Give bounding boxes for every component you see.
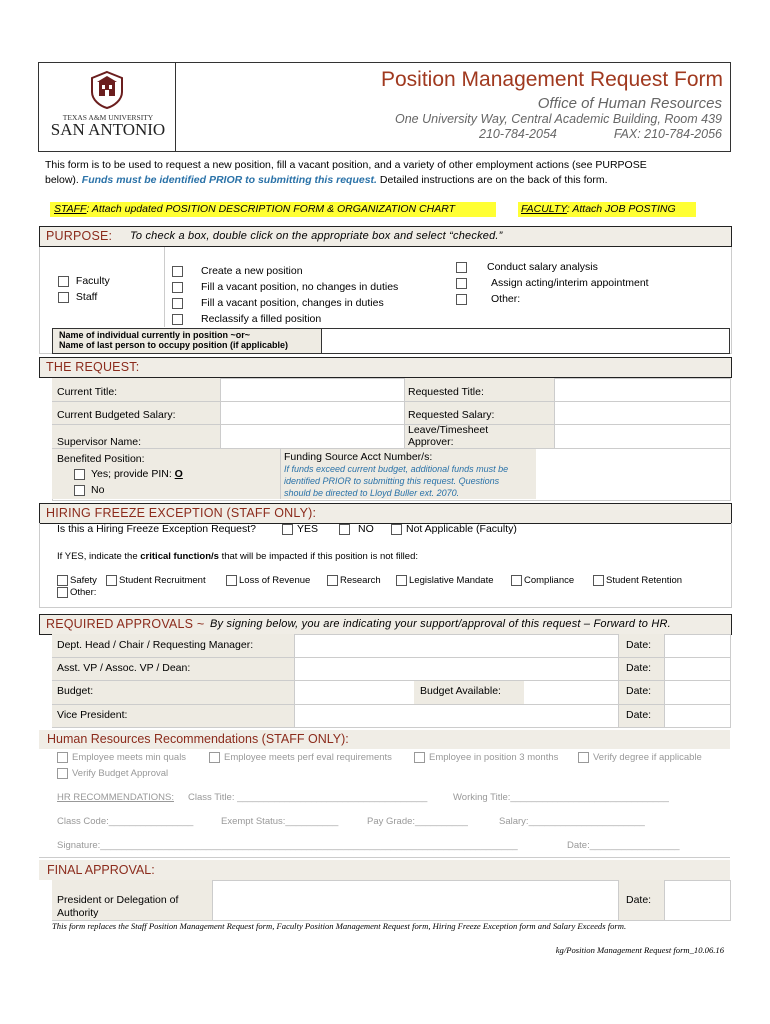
requested-title-label: Requested Title: (408, 386, 484, 398)
fn-other[interactable] (57, 587, 96, 598)
footer-doc-id: kg/Position Management Request form_10.06.16 (555, 945, 724, 955)
intro-line2-a: below). (45, 174, 79, 186)
hr-check-min-quals[interactable] (57, 752, 186, 763)
intro-line1: This form is to be used to request a new position, fill a vacant position, and a variety of other employment actions (see PURPOSE (45, 159, 647, 171)
final-title: FINAL APPROVAL: (47, 863, 155, 877)
freeze-yes-label: YES (297, 523, 319, 535)
action-fill-no-change-box[interactable] (172, 282, 183, 293)
hr-check-perf-box[interactable] (209, 752, 220, 763)
freeze-na[interactable] (391, 523, 517, 535)
appr-dept-head: Dept. Head / Chair / Requesting Manager: (57, 639, 254, 651)
leave-approver-input[interactable] (555, 425, 729, 448)
benefited-no-box[interactable] (74, 485, 85, 496)
final-president-1: President or Delegation of (57, 894, 179, 906)
hr-recs-label: HR RECOMMENDATIONS: (57, 792, 174, 803)
hr-class-code[interactable]: Class Code:________________ (57, 816, 194, 827)
action-fill-change-box[interactable] (172, 298, 183, 309)
faculty-text: : Attach JOB POSTING (566, 203, 676, 215)
purpose-divider (164, 247, 165, 327)
appr-sign-2[interactable] (295, 658, 618, 680)
fn-compliance-label: Compliance (524, 575, 575, 587)
appr-vline-3 (664, 634, 665, 727)
fn-safety-label: Safety (70, 575, 97, 587)
logo-divider (175, 62, 176, 151)
freeze-na-box[interactable] (391, 524, 402, 535)
staff-text: : Attach updated POSITION DESCRIPTION FORM & ORGANIZATION CHART (86, 203, 456, 215)
fn-legislative-label: Legislative Mandate (409, 575, 494, 587)
hr-check-3mo-label: Employee in position 3 months (429, 752, 559, 764)
hr-check-min-quals-box[interactable] (57, 752, 68, 763)
appr-date-3: Date: (626, 685, 652, 697)
benefited-no-label: No (91, 484, 105, 496)
funding-input[interactable] (537, 449, 729, 499)
action-fill-change[interactable] (172, 297, 384, 309)
approvals-subtitle: By signing below, you are indicating your support/approval of this request – Forward to HR. (210, 618, 671, 630)
hr-check-degree[interactable] (578, 752, 702, 763)
supervisor-input[interactable] (221, 425, 404, 448)
fn-other-box[interactable] (57, 587, 68, 598)
freeze-no-box[interactable] (339, 524, 350, 535)
faculty-label: FACULTY (521, 203, 567, 215)
requested-title-input[interactable] (555, 379, 729, 401)
action-reclassify[interactable] (172, 313, 321, 325)
final-date-input[interactable] (665, 881, 729, 919)
freeze-no-label: NO (358, 523, 374, 535)
action-create[interactable] (172, 265, 303, 277)
freeze-na-label: Not Applicable (Faculty) (406, 523, 517, 535)
fn-compliance[interactable] (511, 575, 574, 586)
appr-sign-1[interactable] (295, 635, 618, 657)
office-fax: FAX: 210-784-2056 (613, 127, 722, 141)
approvals-header (39, 614, 732, 635)
freeze-yes[interactable] (282, 523, 318, 535)
current-title-input[interactable] (221, 379, 404, 401)
hr-salary[interactable]: Salary:______________________ (499, 816, 645, 827)
final-date: Date: (626, 894, 652, 906)
action-acting-box[interactable] (456, 278, 467, 289)
fn-retention-box[interactable] (593, 575, 604, 586)
university-seal-icon (86, 70, 128, 110)
action-reclassify-label: Reclassify a filled position (201, 313, 322, 325)
appr-budget-available: Budget Available: (420, 685, 501, 697)
current-title-label: Current Title: (57, 386, 118, 398)
hr-check-perf-label: Employee meets perf eval requirements (224, 752, 392, 764)
fn-safety-box[interactable] (57, 575, 68, 586)
hr-header (39, 730, 730, 749)
logo-line2: SAN ANTONIO (50, 120, 166, 139)
faculty-box[interactable] (58, 276, 69, 287)
funding-note-1: If funds exceed current budget, additional funds must be (284, 464, 509, 474)
appr-date-4: Date: (626, 709, 652, 721)
fn-recruitment-label: Student Recruitment (119, 575, 206, 587)
freeze-title: HIRING FREEZE EXCEPTION (STAFF ONLY): (46, 506, 317, 520)
approvals-title: REQUIRED APPROVALS ~ (46, 617, 205, 631)
faculty-checkbox[interactable] (58, 275, 110, 287)
fn-other-label: Other: (70, 587, 97, 599)
action-acting-label: Assign acting/interim appointment (491, 277, 649, 289)
action-other[interactable] (456, 293, 520, 305)
benefited-label: Benefited Position: (57, 453, 145, 465)
action-salary-analysis-box[interactable] (456, 262, 467, 273)
final-sign[interactable] (213, 881, 618, 919)
fn-research-box[interactable] (327, 575, 338, 586)
name-input[interactable] (322, 328, 730, 354)
benefited-yes-label: Yes; provide PIN: (91, 468, 172, 480)
hr-pay-grade[interactable]: Pay Grade:__________ (367, 816, 468, 827)
staff-checkbox[interactable] (58, 291, 97, 303)
office-phone: 210-784-2054 (479, 127, 557, 141)
funding-label: Funding Source Acct Number/s: (284, 451, 433, 463)
freeze-if-yes (57, 551, 418, 562)
benefited-no[interactable] (74, 484, 104, 496)
logo-line1: TEXAS A&M UNIVERSITY (62, 113, 154, 122)
appr-vp: Vice President: (57, 709, 128, 721)
staff-option-label: Staff (75, 291, 98, 303)
fn-revenue-label: Loss of Revenue (239, 575, 311, 587)
name-label-box (52, 328, 322, 354)
funding-note-2: identified PRIOR to submitting this request. Questions (284, 476, 500, 486)
requested-salary-input[interactable] (555, 402, 729, 424)
fn-legislative-box[interactable] (396, 575, 407, 586)
hr-check-budget-label: Verify Budget Approval (72, 768, 169, 780)
benefited-yes-box[interactable] (74, 469, 85, 480)
current-salary-input[interactable] (221, 402, 404, 424)
if-yes-a: If YES, indicate the (57, 551, 138, 562)
freeze-yes-box[interactable] (282, 524, 293, 535)
staff-attach-notice (50, 202, 496, 217)
request-title: THE REQUEST: (46, 360, 140, 374)
fn-recruitment[interactable] (106, 575, 206, 586)
staff-label: STAFF (54, 203, 87, 215)
current-salary-label: Current Budgeted Salary: (57, 409, 176, 421)
footer-note: This form replaces the Staff Position Management Request form, Faculty Position Management Request form, Hiring Freeze Exception form and Salary Exceeds form. (52, 921, 627, 931)
fn-revenue[interactable] (226, 575, 310, 586)
appr-vp-dean: Asst. VP / Assoc. VP / Dean: (57, 662, 191, 674)
name-label-line1: Name of individual currently in position ~or~ (59, 330, 251, 340)
benefited-yes[interactable] (74, 468, 183, 480)
hr-date[interactable]: Date:_________________ (567, 840, 680, 851)
fn-recruitment-box[interactable] (106, 575, 117, 586)
purpose-header (39, 226, 732, 247)
action-acting[interactable] (456, 277, 649, 289)
appr-date-1: Date: (626, 639, 652, 651)
appr-vline-2 (618, 634, 619, 727)
if-yes-b: critical function/s (140, 551, 219, 562)
supervisor-label: Supervisor Name: (57, 436, 142, 448)
staff-box[interactable] (58, 292, 69, 303)
purpose-subtitle: To check a box, double click on the appropriate box and select “checked.” (130, 230, 503, 242)
action-fill-no-change-label: Fill a vacant position, no changes in duties (201, 281, 399, 293)
fn-legislative[interactable] (396, 575, 494, 586)
faculty-option-label: Faculty (75, 275, 110, 287)
hr-check-min-quals-label: Employee meets min quals (72, 752, 187, 764)
action-salary-analysis[interactable] (456, 261, 598, 273)
if-yes-c: that will be impacted if this position is not filled: (221, 551, 418, 562)
fn-retention[interactable] (593, 575, 682, 586)
funds-notice: Funds must be identified PRIOR to submitting this request. (81, 174, 377, 186)
freeze-header (39, 503, 732, 524)
hr-check-3mo-box[interactable] (414, 752, 425, 763)
freeze-area (39, 523, 732, 608)
hr-check-budget[interactable] (57, 768, 168, 779)
appr-date-2: Date: (626, 662, 652, 674)
leave-approver-label-1: Leave/Timesheet (408, 424, 489, 436)
intro-line2-c: Detailed instructions are on the back of this form. (379, 174, 608, 186)
req-vline-2 (404, 378, 405, 448)
hr-signature[interactable]: Signature:_______________________________________________________________________________ (57, 840, 518, 851)
leave-approver-label-2: Approver: (408, 436, 454, 448)
intro-line2 (45, 174, 608, 186)
fn-research[interactable] (327, 575, 381, 586)
request-header (39, 357, 732, 378)
fn-research-label: Research (340, 575, 381, 587)
hr-working-title[interactable]: Working Title:______________________________ (453, 792, 669, 803)
action-fill-change-label: Fill a vacant position, changes in duties (201, 297, 384, 309)
appr-sign-3[interactable] (295, 681, 414, 704)
fn-compliance-box[interactable] (511, 575, 522, 586)
action-reclassify-box[interactable] (172, 314, 183, 325)
final-vline-2 (618, 880, 619, 920)
hr-exempt[interactable]: Exempt Status:__________ (221, 816, 339, 827)
hr-check-degree-label: Verify degree if applicable (593, 752, 702, 764)
appr-sign-4[interactable] (295, 705, 618, 727)
office-name: Office of Human Resources (537, 95, 722, 112)
action-other-label: Other: (491, 293, 521, 305)
pin-value[interactable]: O (174, 468, 183, 480)
hr-title: Human Resources Recommendations (STAFF ONLY): (47, 732, 349, 746)
fn-safety[interactable] (57, 575, 97, 586)
purpose-title: PURPOSE: (46, 229, 113, 243)
office-address: One University Way, Central Academic Building, Room 439 (395, 112, 722, 126)
hr-check-budget-box[interactable] (57, 768, 68, 779)
action-fill-no-change[interactable] (172, 281, 398, 293)
action-create-box[interactable] (172, 266, 183, 277)
hr-check-perf[interactable] (209, 752, 392, 763)
form-title: Position Management Request Form (381, 68, 723, 91)
faculty-attach-notice (518, 202, 696, 217)
final-header (39, 860, 730, 880)
action-salary-analysis-label: Conduct salary analysis (487, 261, 598, 273)
hr-check-degree-box[interactable] (578, 752, 589, 763)
hr-class-title[interactable]: Class Title: ____________________________________ (188, 792, 428, 803)
funding-note-3: should be directed to Lloyd Buller ext. 2070. (284, 488, 460, 498)
hr-check-3mo[interactable] (414, 752, 558, 763)
fn-retention-label: Student Retention (606, 575, 683, 587)
freeze-question: Is this a Hiring Freeze Exception Request? (57, 523, 257, 535)
freeze-no[interactable] (339, 523, 374, 535)
fn-revenue-box[interactable] (226, 575, 237, 586)
final-president-2: Authority (57, 907, 99, 919)
action-create-label: Create a new position (201, 265, 303, 277)
action-other-box[interactable] (456, 294, 467, 305)
requested-salary-label: Requested Salary: (408, 409, 495, 421)
appr-budget: Budget: (57, 685, 94, 697)
name-label-line2: Name of last person to occupy position (if applicable) (59, 340, 289, 350)
